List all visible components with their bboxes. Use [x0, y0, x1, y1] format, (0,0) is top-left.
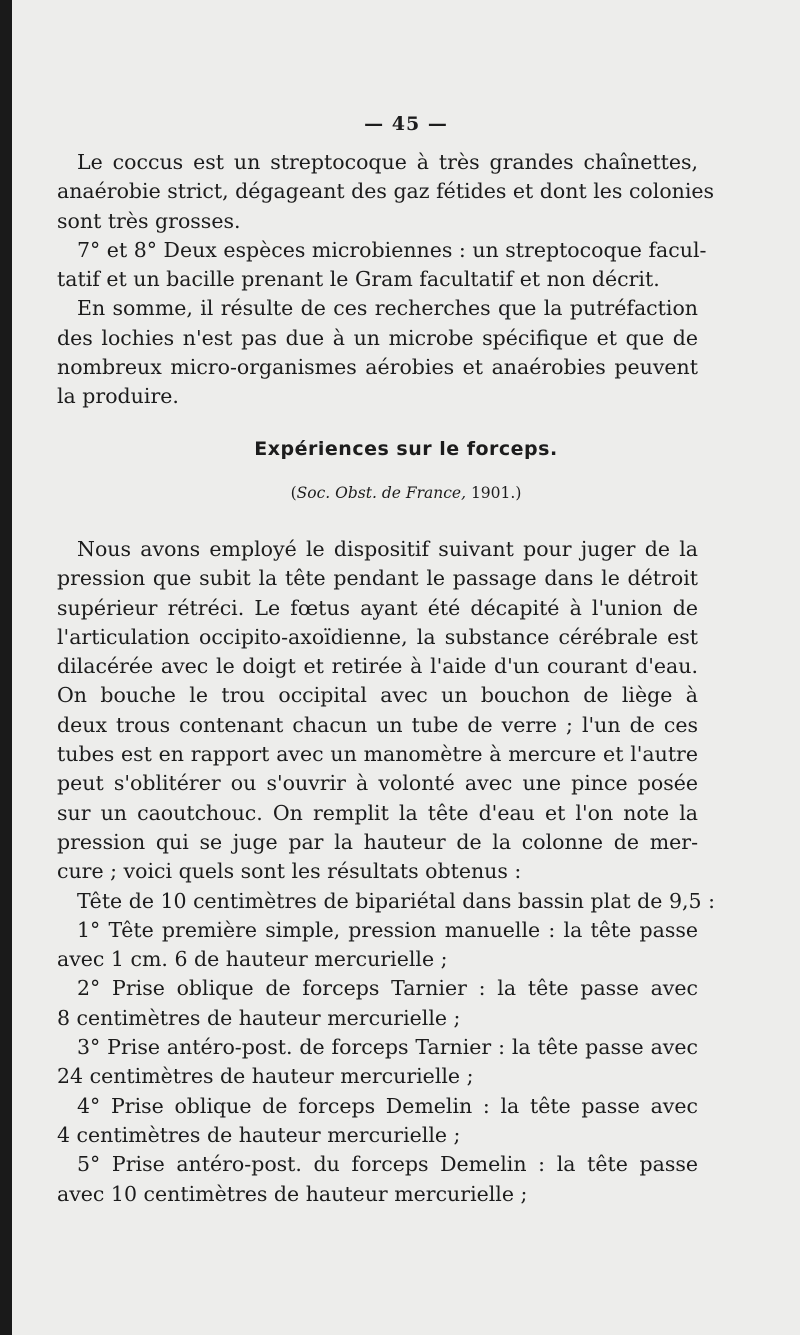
text-line: sont très grosses. [57, 208, 241, 233]
source-year: 1901.) [466, 484, 522, 502]
book-page [12, 0, 800, 1335]
text-line: 2° Prise oblique de forceps Tarnier : la tête passe avec [77, 976, 698, 1001]
text-line: 4° Prise oblique de forceps Demelin : la tête passe avec [77, 1093, 698, 1118]
text-block-after [57, 535, 715, 1209]
text-line: pression qui se juge par la hauteur de la colonne de mer- [57, 829, 698, 854]
text-line: 8 centimètres de hauteur mercurielle ; [57, 1005, 461, 1030]
text-line: 5° Prise antéro-post. du forceps Demelin : la tête passe [77, 1152, 698, 1177]
section-source [12, 484, 800, 502]
text-line: 7° et 8° Deux espèces microbiennes : un streptocoque facul- [77, 237, 707, 262]
text-line: 3° Prise antéro-post. de forceps Tarnier : la tête passe avec [77, 1035, 698, 1060]
text-line: Nous avons employé le dispositif suivant pour juger de la [77, 537, 698, 561]
text-line: la produire. [57, 384, 179, 409]
source-open: ( [290, 484, 297, 502]
text-line: Le coccus est un streptocoque à très grandes chaînettes, [77, 150, 698, 174]
text-block-before [57, 148, 715, 412]
text-line: 1° Tête première simple, pression manuelle : la tête passe [77, 917, 698, 942]
text-line: tubes est en rapport avec un manomètre à mercure et l'autre [57, 742, 698, 767]
text-line: pression que subit la tête pendant le passage dans le détroit [57, 566, 698, 591]
text-line: dilacérée avec le doigt et retirée à l'aide d'un courant d'eau. [57, 654, 698, 679]
source-journal: Soc. Obst. de France, [296, 484, 467, 502]
text-line: 4 centimètres de hauteur mercurielle ; [57, 1122, 461, 1147]
text-line: deux trous contenant chacun un tube de verre ; l'un de ces [57, 712, 698, 737]
text-line: l'articulation occipito-axoïdienne, la substance cérébrale est [57, 624, 698, 649]
page-number: — 45 — [364, 113, 448, 135]
section-title: Expériences sur le forceps. [254, 438, 558, 460]
text-line: nombreux micro-organismes aérobies et anaérobies peuvent [57, 355, 698, 380]
text-line: peut s'oblitérer ou s'ouvrir à volonté avec une pince posée [57, 771, 698, 796]
text-line: tatif et un bacille prenant le Gram facultatif et non décrit. [57, 267, 660, 292]
text-line: anaérobie strict, dégageant des gaz fétides et dont les colonies [57, 179, 715, 204]
text-line: 24 centimètres de hauteur mercurielle ; [57, 1064, 474, 1089]
text-line: cure ; voici quels sont les résultats obtenus : [57, 859, 522, 884]
text-line: avec 10 centimètres de hauteur mercurielle ; [57, 1181, 528, 1206]
text-line: des lochies n'est pas due à un microbe spécifique et que de [57, 325, 698, 350]
text-line: avec 1 cm. 6 de hauteur mercurielle ; [57, 947, 448, 972]
text-line: On bouche le trou occipital avec un bouchon de liège à [57, 683, 698, 708]
text-line: En somme, il résulte de ces recherches que la putréfaction [77, 296, 698, 321]
text-line: supérieur rétréci. Le fœtus ayant été décapité à l'union de [57, 595, 698, 620]
text-line: Tête de 10 centimètres de bipariétal dans bassin plat de 9,5 : [77, 888, 715, 913]
text-line: sur un caoutchouc. On remplit la tête d'eau et l'on note la [57, 800, 698, 825]
